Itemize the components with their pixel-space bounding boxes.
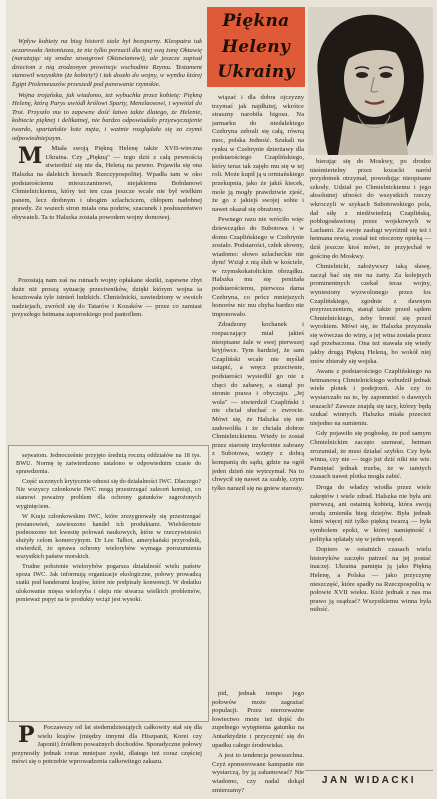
body-paragraph: A jest to tendencja powszechna. Czyż sponsorowane kampanie nie wystarczą, by ją zahamować? Nie wiadomo, czy nadal dokąd zmierzamy? xyxy=(212,752,304,794)
body-paragraph: Gdy pojawiło się pogłoskę, że pod samym Chmielnickim zaczęto szemrać, hetman zrozumiał, że musi działać szybko. Czy była winna, czy nie — tego już dziś nikt nie wie. Pamiętać jednak trzeba, że w tamtych czasach nawet plotka mogła zabić. xyxy=(310,430,431,481)
body-paragraph: wiązać i dla dobra ojczyzny trzymać jak najdłużej, wkrótce straszny narobiła bigosu. Na jarmarku do niedalekiego Czehryna zebrali się całą, równą moc, polska Jedność. Szukali na rynku w Czehrynie dzierżawy dla podstarościego Czaplińskiego, który teraz tak zajęło mu się w tej roli. Może kupił ją u ormiańskiego przekupnia, jako że jakiś kiecek, mole ją mogły prawdziwie zjeść, że go z jakiejś swojej sobie i nawet okazał się obrażony. xyxy=(212,94,304,213)
article-column-5 xyxy=(212,690,304,796)
boxed-paragraph: Część uczonych krytycznie odnosi się do działalności IWC. Dlaczego? Nie wszyscy członkowie IWC mogą przestrzegać zaleceń komisji, co stanowi poważny problem dla ochrony gatunków zagrożonych wyginięciem. xyxy=(16,478,201,510)
title-line-2: Heleny xyxy=(221,37,291,57)
lead-paragraph-2: Wojna trojańska, jak wiadomo, też wybuchła przez kobietę: Piękną Helenę, którą Parys uwiódł królowi Sparty, Menelaosowi, i wywiózł do Troi. Przyszło mu to zapewne dość łatwo także dlatego, że Helenie, kobiecie pięknej i delikatnej, nie bardzo odpowiadało przyzwyczajenie twardo, spartańskie łoże męża, i ważnie rozglądała się za czymś odpowiedniejszym. xyxy=(12,91,202,142)
body-paragraph: bierając się do Moskwy, po drodze nieśmiertelny przez kozacki naród przydomek otrzymał, powodując nieopisane szkody. Udział po Chmielnickiemu i jego absolutnej ufności do wszystkich rzeczy wkroczyli w szykach Subotowskiego pola, dał siłę z niedźwiedzią Czaplińską, pobłogosławioną przez wojskowych w Lachami. Za swoje zasługi wyróżnił się też i hetmana rewią, został też otoczony opieką — dziś jeszcze ktoś mówi, że przyjechał w gościnę do Moskwy. xyxy=(310,158,431,260)
body-paragraph: pid, jednak tempo jego połowów może zagrażać populacji. Przez nierozważne łowiectwo może też dojść do zupełnego wytępienia gatunku na Antarktydzie i przyczynić się do upadku całego środowiska. xyxy=(212,690,304,749)
article-column-3 xyxy=(212,94,304,564)
drop-cap: P xyxy=(18,724,35,748)
body-text: Poczawszy od lat siedemdziesiątych całkowity stał się dla wielu krajów (między innymi dla Hiszpanii, Korei czy Japonii) źródłem poważnych dochodów. Sporadyczne połowy przynosiły jednak coraz mniejsze zyski, dlatego też coraz częściej mówi się o potrzebie wprowadzenia całkowitego zakazu. xyxy=(12,724,202,766)
body-paragraph: Dopiero w ostatnich czasach wielu historyków zaczęło patrzeć na jej postać inaczej. Ukraina pamięta ją jako Piękną Helenę, a Polska — jako przyczynę nieszczęść, które spadły na Rzeczpospolitą w połowie XVII wieku. Któż jednak z nas ma prawo ją osądzać? Wszystkiemu winna była miłość. xyxy=(310,546,431,614)
drop-cap: M xyxy=(18,143,43,170)
body-paragraph: Droga do władzy wiodła przez wiele zakrętów i wiele zdrad. Halszka nie była ani pierwszą, ani ostatnią kobietą, która swoją urodą zmieniła bieg dziejów. Była jednak kimś więcej niż tylko piękną twarzą — była symbolem epoki, w której namiętność i polityka splatały się w jeden węzeł. xyxy=(310,483,431,543)
body-paragraph: Chmielnicki, założywszy taką sławę, zaczął bać się nie na żarty. Za kolejnych prominentnych czekał teraz wojny, wyniesiony wyzwolonego przez los Czaplińskiego, zgodnie z dawnym przyrzeczeniem, stanął także przed sądem Chmielnickiego, żeby bronić się przed wyrokiem. Mówi się, że Halszka przyznała się wówczas do winy, a jej wina została przez sąd przebaczona. Ona też stawała się wtedy jakby drugą Piękną Heleną, bo wokół niej znów zbierały się wojska. xyxy=(310,263,431,365)
title-line-3: Ukrainy xyxy=(217,62,295,82)
boxed-paragraph: Trudne położenie wielorybów pogarsza działalność wielu państw spoza IWC. Jak informują organizacje ekologiczne, połowy prowadzą statki pod banderami krajów, które nie podpisały konwencji. W dodatku ulokowanie mięsa wieloryba i oleju nie stwarza wielkich problemów, ponieważ popyt na te produkty wciąż jest wysoki. xyxy=(16,563,201,603)
portrait-illustration xyxy=(308,7,433,155)
body-text: Miała swoją Piękną Helenę także XVII-wieczna Ukraina. Czy „Piękną" — tego dziś z całą pewnością stwierdzić się nie da, Heleną na pewno. Pojawiła się ona Halszka na dalekich kresach Rzeczypospolitej. Wpadła tam w oko podstarościemu mieszczaninowi, niejakiemu Bohdanowi Chmielnickiemu, który też ten czas jeszcze wcale nie był wielkim panem, lecz drobnym i ubogim szlachcicem, chłopem nadobnej prawdy. Ze wszech stron miała ona podziw, szacunek i posłuszeństwo obywateli. Ta to Halszka została powodem wojny domowej. xyxy=(12,145,202,221)
body-paragraph: Awans z podstarościego Czaplińskiego na hetmanową Chmielnickiego wzbudził jednak wiele plotek i podejrzeń. Ale czy to wystarczało na to, by zapomnieć o dawnych urazach? Zawsze znajdą się tacy, którzy będą szukać winnych. Halszka miała przecież niejedno na sumieniu. xyxy=(310,368,431,427)
body-paragraph: Pozostają nam zaś na ruinach wojny opłakane skutki, zapewne zbyt duże niż proszą sytuację przeciwników, dzięki którym wojna ta kosztowała tyle istnień ludzkich. Chmielnicki, zawiedziony w swoich nadziejach, zwrócił się do Tatarów i Kozaków — przez co zamiast przyszłego hetmana zaporoskiego pod pantoflem. xyxy=(12,277,202,319)
boxed-paragraph: W Kraju członkowskim IWC, które zrezygnowały się przestrzegać postanowień, zawieszono handel ich produktami. Wielokrotnie podnoszono też kwestię polowań naukowych, które w rzeczywistości służyły celom komercyjnym. Dr Lee Talbot, amerykański przyrodnik, stwierdził, że sprawa ochrony wielorybów wymaga porozumienia wszystkich państw morskich. xyxy=(16,512,201,561)
body-paragraph xyxy=(12,145,202,222)
article-column-1 xyxy=(12,38,202,276)
author-name: JAN WIDACKI xyxy=(321,775,417,786)
portrait-photo xyxy=(308,7,433,155)
body-paragraph: Zdradzony kochanek i rozpaczający miał jakieś nieopisane żale w swej pierwszej kryjówce. Tym bardziej, że sam Czapliński wcale nie myślał ustąpić, a wręcz przeciwnie, podstarości wysiedlił go nie z chęci do zabawy, a stanął po stronie prawa i obyczaju. „Jej wola" — stwierdził Czapliński i nie chciał słuchać o zwrocie. Mówi się, że Halszka się nie zadowoliła i że chciała dobrze Chmielnickiemu. Wtedy to został przez starostę trzykrotnie zabrany z Subotowa, wzięty z dobrą kompanią do sądu, gdzie na ogół jeden dzień nie wytrzymał. Na to chwycił się nawet za szablę, czym tylko naraził się na gniew starosty. xyxy=(212,321,304,492)
lead-paragraph: Wpływ kobiety na bieg historii stale był bezsporny. Kleopatra tak oczarowała Antoniusza, że nie tylko porzucił dla niej swą żonę Oktawię (narażając się srodze szwagrowi Oktawianowi), ale jeszcze zapisał dzieciom z nią zrodzonym prowincje wschodnie Rzymu. Testament stanowił wszystkim (że kobiety!) i tak doszło do wojny, w wyniku której Egipt Ptolemeuszów przeszedł pod panowanie rzymskie. xyxy=(12,38,202,88)
article-column-2 xyxy=(12,277,202,467)
article-column-4 xyxy=(310,158,431,728)
body-paragraph xyxy=(12,724,202,767)
boxed-paragraph: sejwatom. Jednocześnie przyjęto średnią roczną oddziałów na 18 tys. BWU. Normę tę zatwierdzono ustalono w odpowiednim czasie do sprawdzenia. xyxy=(16,452,201,476)
article-column-6 xyxy=(12,724,202,796)
article-title-panel xyxy=(207,7,305,87)
body-paragraph: Pewnego razu nie wróciło więc dziewczątko do Subotowa i w domu Czaplińskiego w Czehrynie zostało. Podstarości, człek słowny, wiadomo: słowo szlacheckie nie dym! Wziął z nią ślub w kościele, w rzymskokatolickim obrządku. Halszka mu się poniżała podstarościemu, pierwsza dama Czehryna, co prócz mniejszych honorów nic mu chyba bardzo nie imponowało. xyxy=(212,216,304,318)
title-line-1: Piękna xyxy=(222,11,290,31)
author-byline xyxy=(305,770,433,790)
boxed-text xyxy=(16,452,201,606)
boxed-inset xyxy=(8,445,209,722)
